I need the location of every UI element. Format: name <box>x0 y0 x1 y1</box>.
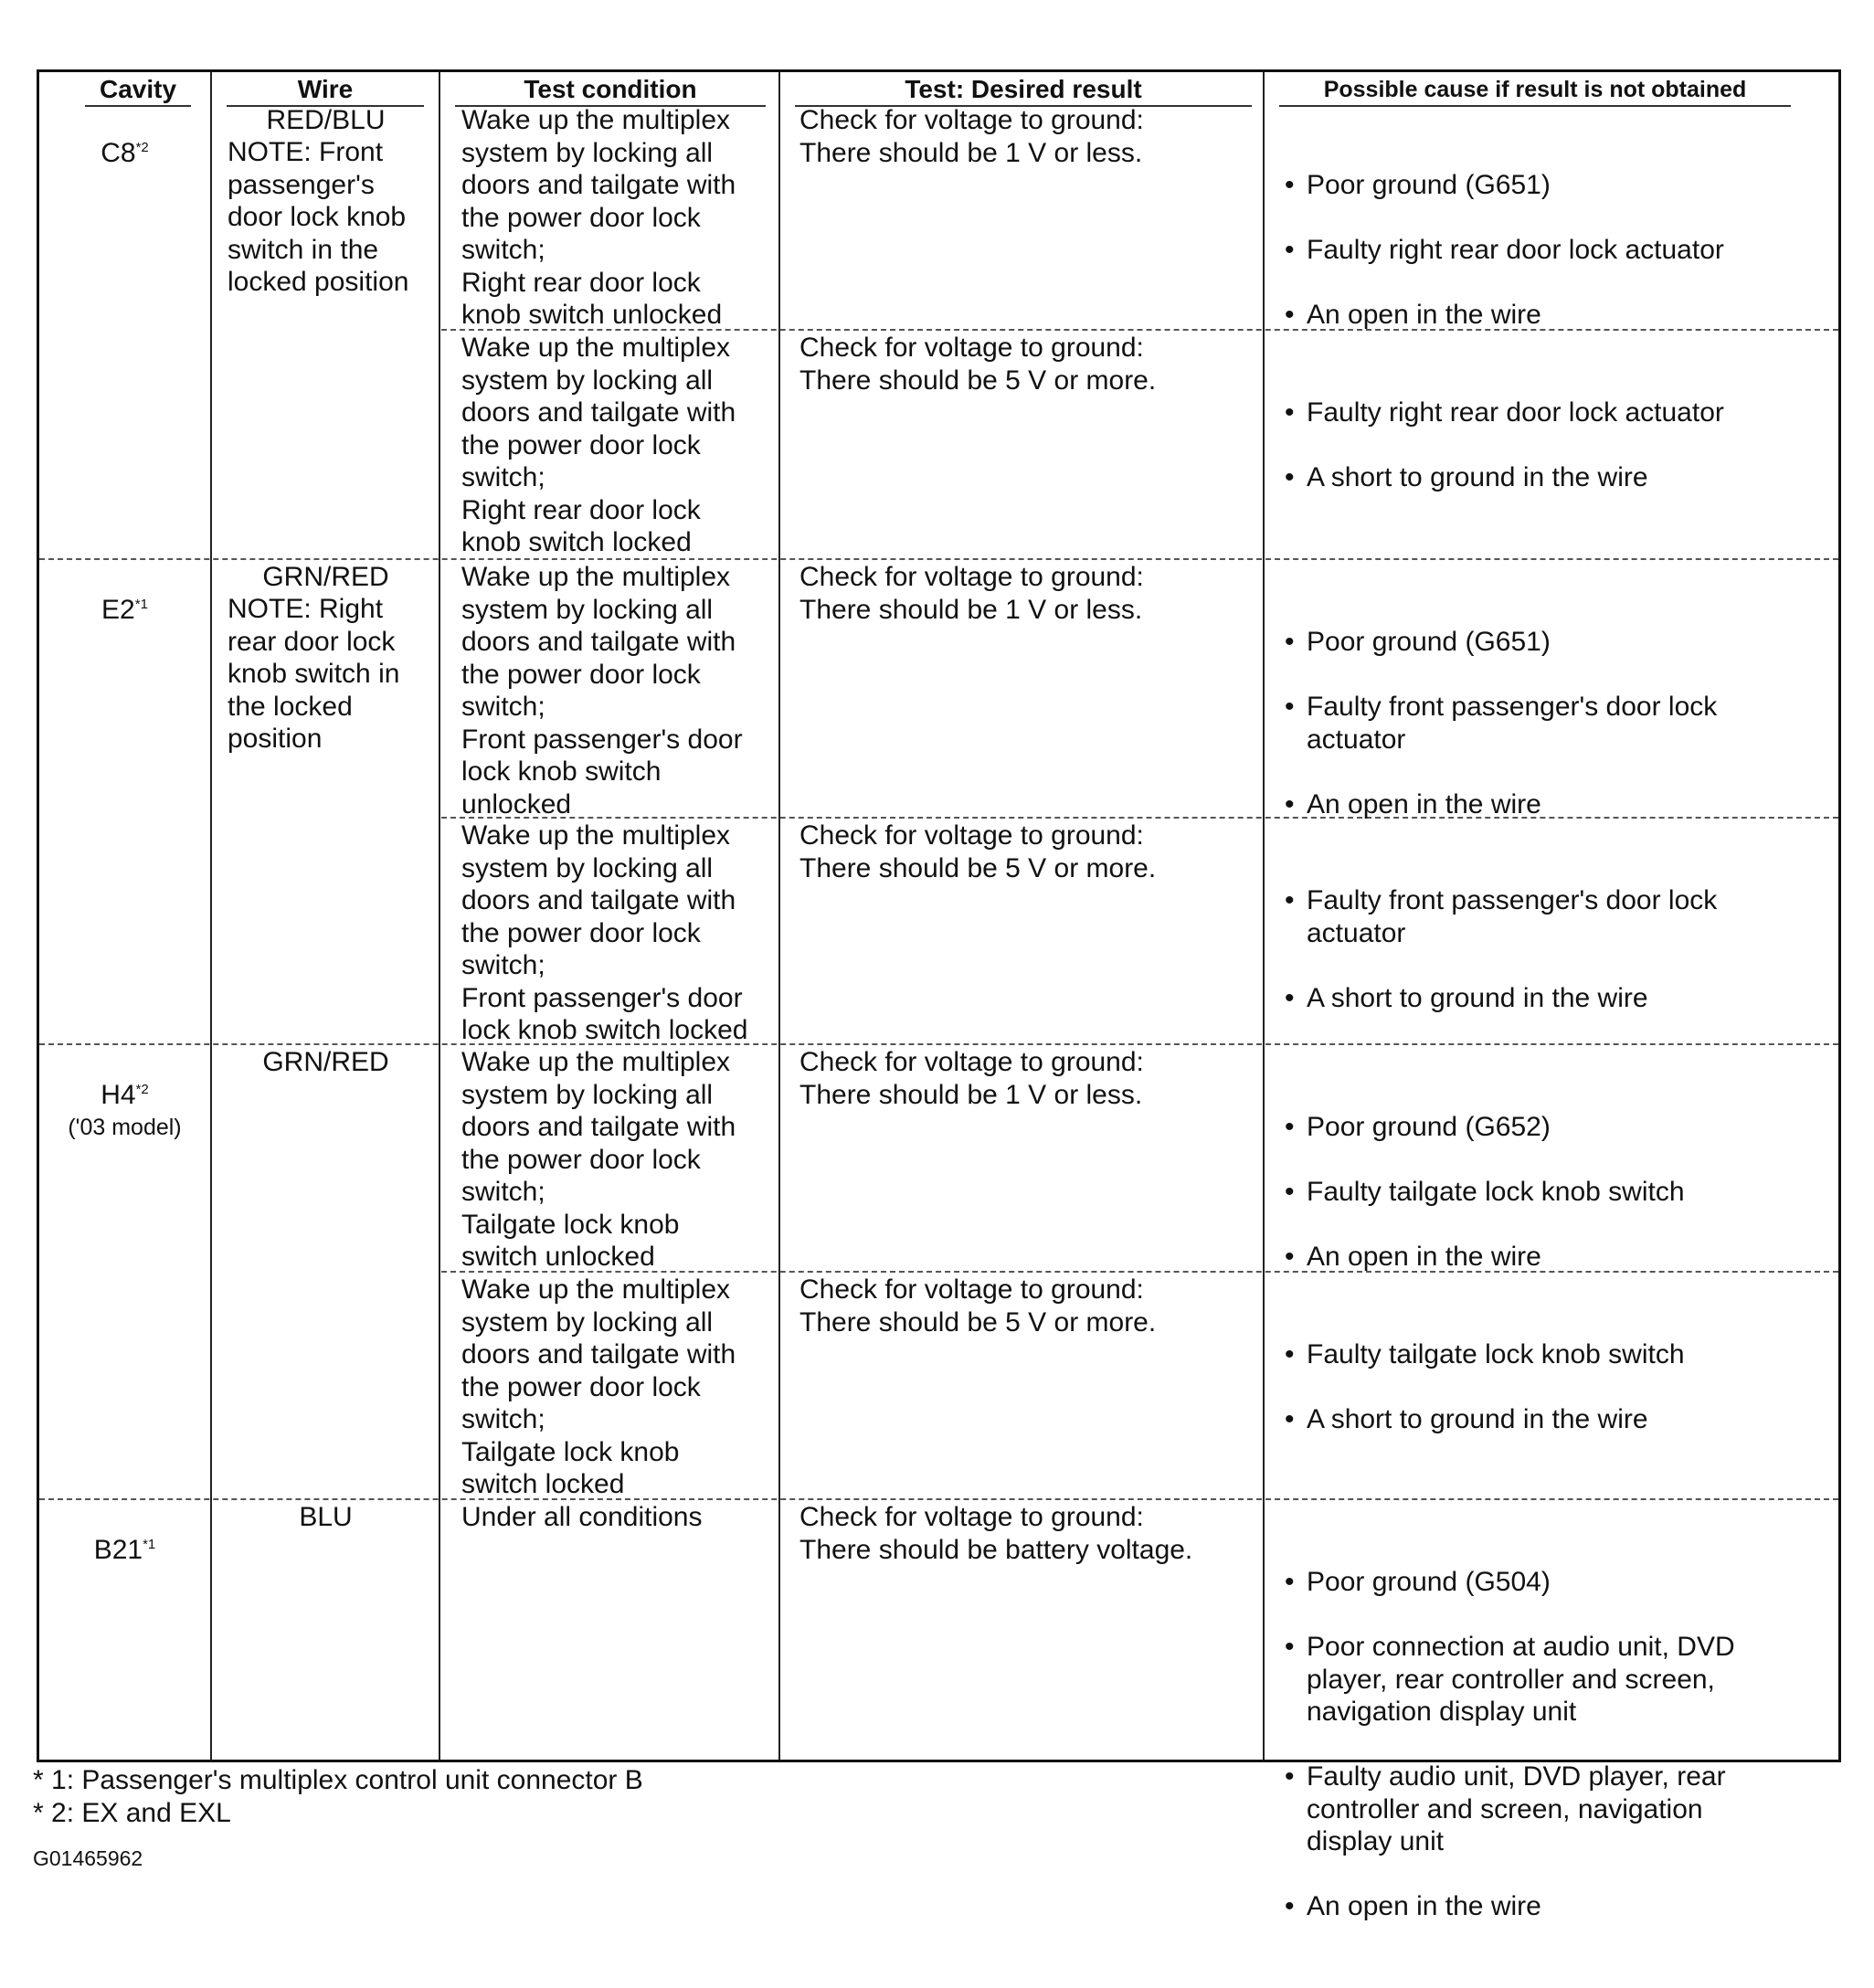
wire-note: NOTE: Right rear door lock knob switch in the locked position <box>228 594 400 754</box>
cause-item: • Faulty audio unit, DVD player, rear controller and screen, navigation display unit <box>1277 1761 1826 1858</box>
column-divider <box>778 72 780 1760</box>
footnote-ref: *2 <box>135 1081 149 1097</box>
footnote-1: * 1: Passenger's multiplex control unit connector B <box>33 1765 643 1795</box>
cause-item: • Faulty front passenger's door lock actuator <box>1277 691 1826 756</box>
cause-item: • A short to ground in the wire <box>1277 1403 1826 1436</box>
wire-color: BLU <box>299 1502 353 1532</box>
test-condition: Wake up the multiplex system by locking all doors and tailgate with the power door lock switch; Right rear door lock knob switch locked <box>461 333 736 557</box>
column-divider <box>1263 72 1265 1760</box>
column-divider <box>439 72 440 1760</box>
test-condition: Under all conditions <box>461 1502 703 1532</box>
header-cavity: Cavity <box>85 74 191 107</box>
cause-item: • Faulty right rear door lock actuator <box>1277 234 1826 267</box>
footnote-ref: *2 <box>135 139 149 155</box>
cause-list <box>1277 332 1826 559</box>
wire-color: RED/BLU <box>266 105 386 135</box>
desired-result: Check for voltage to ground: There should be 5 V or more. <box>799 333 1157 396</box>
cause-item: • An open in the wire <box>1277 1241 1826 1274</box>
cause-item: • Poor connection at audio unit, DVD player, rear controller and screen, navigation display unit <box>1277 1631 1826 1729</box>
test-condition: Wake up the multiplex system by locking all doors and tailgate with the power door lock switch; Front passenger's door lock knob switch unlocked <box>461 562 743 820</box>
cavity-label: H4 <box>101 1079 136 1110</box>
desired-result: Check for voltage to ground: There should be 5 V or more. <box>799 820 1157 883</box>
cause-item: • An open in the wire <box>1277 299 1826 332</box>
cause-item: • A short to ground in the wire <box>1277 982 1826 1015</box>
cause-item: • Faulty right rear door lock actuator <box>1277 397 1826 429</box>
footnote-ref: *1 <box>134 596 148 612</box>
cavity-cell <box>39 104 210 169</box>
footnote-2: * 2: EX and EXL <box>33 1798 231 1828</box>
header-wire: Wire <box>227 74 424 107</box>
cause-item: • Faulty tailgate lock knob switch <box>1277 1338 1826 1371</box>
cause-item: • Poor ground (G652) <box>1277 1111 1826 1144</box>
desired-result: Check for voltage to ground: There should be 5 V or more. <box>799 1274 1157 1338</box>
footnotes <box>33 1764 947 1910</box>
test-condition: Wake up the multiplex system by locking all doors and tailgate with the power door lock switch; Right rear door lock knob switch unlocked <box>461 105 736 330</box>
header-desired-result: Test: Desired result <box>795 74 1252 107</box>
cause-list <box>1277 1501 1826 1988</box>
test-condition: Wake up the multiplex system by locking all doors and tailgate with the power door lock switch; Tailgate lock knob switch unlocked <box>461 1047 736 1272</box>
test-condition: Wake up the multiplex system by locking all doors and tailgate with the power door lock switch; Front passenger's door lock knob switch locked <box>461 820 748 1045</box>
cause-list <box>1277 820 1826 1079</box>
wire-color: GRN/RED <box>262 562 389 592</box>
header-test-condition: Test condition <box>455 74 766 107</box>
cavity-cell <box>39 561 210 626</box>
cause-item: • An open in the wire <box>1277 788 1826 821</box>
test-condition: Wake up the multiplex system by locking all doors and tailgate with the power door lock switch; Tailgate lock knob switch locked <box>461 1274 736 1499</box>
desired-result: Check for voltage to ground: There should be 1 V or less. <box>799 1047 1144 1110</box>
footnote-ref: *1 <box>143 1536 156 1552</box>
cause-list <box>1277 1274 1826 1501</box>
cause-item: • An open in the wire <box>1277 1890 1826 1923</box>
cavity-label: C8 <box>101 137 136 168</box>
cause-item: • Poor ground (G651) <box>1277 169 1826 202</box>
cavity-label: B21 <box>93 1534 143 1565</box>
cavity-cell <box>39 1501 210 1566</box>
cause-item: • Poor ground (G651) <box>1277 626 1826 659</box>
cause-item: • Faulty tailgate lock knob switch <box>1277 1176 1826 1209</box>
cavity-cell <box>39 1046 210 1177</box>
cause-item: • A short to ground in the wire <box>1277 461 1826 494</box>
column-divider <box>210 72 212 1760</box>
desired-result: Check for voltage to ground: There should be 1 V or less. <box>799 562 1144 625</box>
cause-item: • Faulty front passenger's door lock actuator <box>1277 884 1826 949</box>
figure-code: G01465962 <box>33 1846 143 1870</box>
cause-item: • Poor ground (G504) <box>1277 1566 1826 1599</box>
cavity-label: E2 <box>101 594 135 625</box>
header-possible-cause: Possible cause if result is not obtained <box>1279 74 1791 107</box>
wire-color: GRN/RED <box>262 1047 389 1077</box>
desired-result: Check for voltage to ground: There should be battery voltage. <box>799 1502 1193 1565</box>
wire-note: NOTE: Front passenger's door lock knob switch in the locked position <box>228 137 409 297</box>
cavity-model-note: ('03 model) <box>68 1115 182 1140</box>
desired-result: Check for voltage to ground: There should be 1 V or less. <box>799 105 1144 168</box>
